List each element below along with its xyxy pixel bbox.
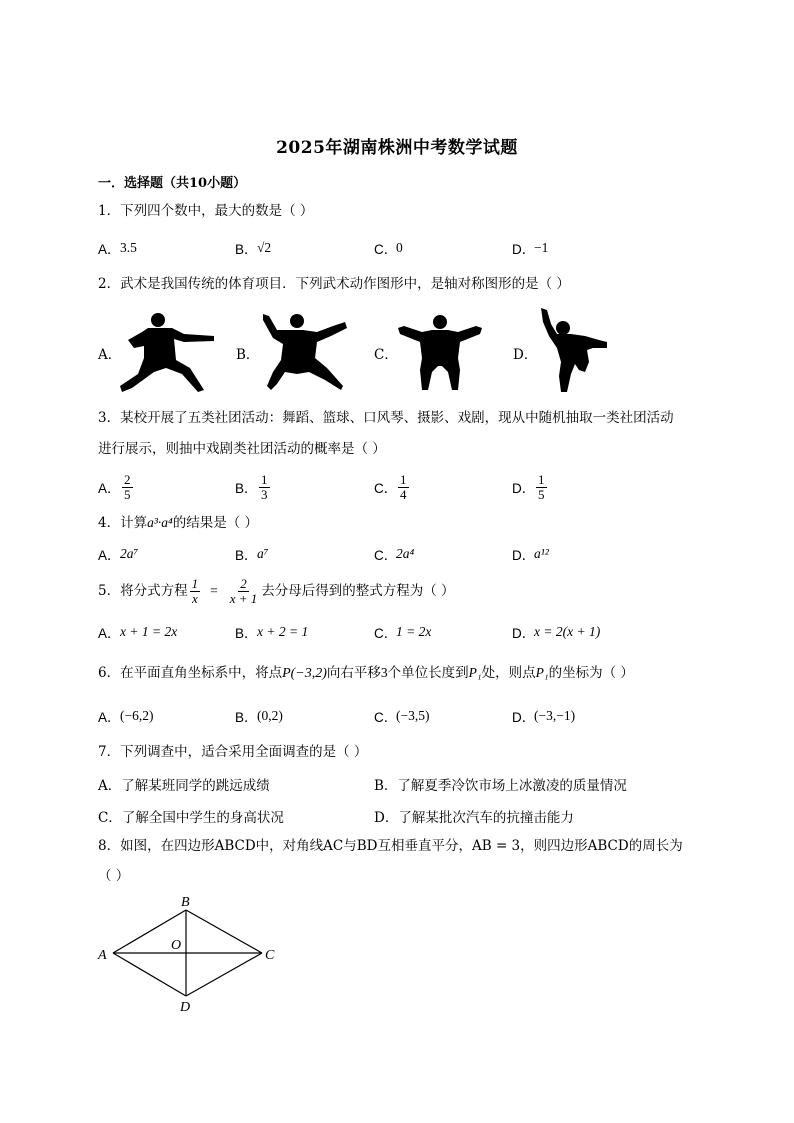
q1-option-c[interactable] — [374, 237, 403, 259]
option-value: (0,2) — [257, 708, 283, 723]
q5-option-c[interactable] — [374, 621, 431, 643]
option-label: C． — [98, 810, 122, 826]
fraction — [398, 473, 409, 502]
question-3-options — [98, 470, 698, 504]
martial-arts-kick-icon — [537, 306, 609, 394]
q3-option-b[interactable] — [235, 470, 272, 504]
q1-option-a[interactable] — [98, 237, 137, 259]
option-value: (−3,5) — [396, 708, 430, 723]
q5-option-a[interactable] — [98, 621, 177, 643]
q4-stem-prefix: 4．计算 — [98, 515, 148, 531]
q5-stem-prefix: 5．将分式方程 — [98, 583, 188, 599]
q5-stem-suffix: 去分母后得到的整式方程为（ ） — [261, 583, 455, 599]
option-label: D． — [512, 548, 536, 563]
option-value: x + 2 = 1 — [257, 624, 309, 639]
option-label: C． — [374, 481, 398, 496]
q4-expression: a³·a⁴ — [147, 515, 173, 530]
q7-option-a[interactable] — [98, 774, 270, 794]
vertex-label-a: A — [98, 948, 107, 963]
q6-p1-repeat: P₁ — [535, 665, 549, 680]
option-value: (−6,2) — [120, 708, 154, 723]
q6-option-d[interactable] — [512, 705, 575, 727]
q6-option-c[interactable] — [374, 705, 429, 727]
side-bc — [186, 910, 262, 953]
option-label: C． — [374, 626, 398, 641]
fraction — [259, 473, 270, 502]
option-label: D． — [374, 810, 399, 826]
q3-option-d[interactable] — [512, 470, 549, 504]
q2-option-c-label[interactable]: C． — [374, 347, 398, 363]
q4-option-a[interactable] — [98, 543, 138, 565]
question-6-stem — [98, 664, 634, 683]
option-label: C． — [374, 710, 398, 725]
q6-stem-suffix: 的坐标为（ ） — [548, 665, 634, 681]
option-label: B． — [235, 242, 258, 257]
fraction-denominator: x + 1 — [229, 590, 258, 606]
q5-option-b[interactable] — [235, 621, 308, 643]
q2-option-b-label[interactable]: B． — [236, 347, 260, 363]
option-label: D． — [512, 242, 536, 257]
fraction-denominator: 3 — [261, 486, 268, 502]
question-8-stem-line1: 8．如图，在四边形ABCD中，对角线AC与BD互相垂直平分，AB = 3，则四边形ABCD的周长为 — [98, 838, 683, 854]
question-1-options — [98, 237, 698, 259]
q1-option-b[interactable] — [235, 237, 271, 259]
question-8-stem-line2: （ ） — [98, 868, 130, 884]
question-1-stem: 1．下列四个数中，最大的数是（ ） — [98, 203, 314, 219]
option-label: B． — [235, 710, 258, 725]
side-cd — [186, 953, 262, 996]
q5-option-d[interactable] — [512, 621, 600, 643]
option-value: a¹² — [534, 546, 549, 561]
option-label: B． — [235, 548, 258, 563]
q7-option-c[interactable] — [98, 806, 284, 826]
q2-option-a-label[interactable]: A． — [98, 347, 122, 363]
question-4-stem — [98, 514, 258, 532]
option-label: D． — [512, 626, 536, 641]
q4-option-b[interactable] — [235, 543, 268, 565]
side-da — [113, 953, 186, 996]
q6-stem-mid2: 个单位长度到 — [387, 665, 469, 681]
option-label: A． — [98, 242, 121, 257]
option-value: 了解全国中学生的身高状况 — [121, 810, 284, 826]
fraction-denominator: 4 — [400, 486, 407, 502]
fraction — [122, 473, 133, 502]
question-3-stem-line1: 3．某校开展了五类社团活动：舞蹈、篮球、口风琴、摄影、戏剧，现从中随机抽取一类社团活动 — [98, 410, 674, 426]
fraction-denominator: x — [191, 590, 198, 606]
option-value: x + 1 = 2x — [120, 624, 178, 639]
question-4-options — [98, 543, 698, 565]
fraction — [228, 577, 260, 606]
vertex-label-c: C — [265, 948, 275, 963]
option-value: −1 — [534, 240, 549, 255]
option-label: D． — [512, 710, 536, 725]
center-label-o: O — [171, 938, 182, 953]
q6-stem-mid: 向右平移 — [326, 665, 381, 681]
fraction-denominator: 5 — [124, 486, 131, 502]
vertex-label-d: D — [180, 1000, 191, 1015]
option-label: C． — [374, 548, 398, 563]
option-label: D． — [512, 481, 536, 496]
question-5-options — [98, 621, 698, 643]
martial-arts-crouch-icon — [257, 312, 349, 392]
question-2-stem: 2．武术是我国传统的体育项目．下列武术动作图形中，是轴对称图形的是（ ） — [98, 276, 570, 292]
option-value: 了解某批次汽车的抗撞击能力 — [398, 810, 574, 826]
fraction-denominator: 5 — [538, 486, 545, 502]
q6-stem-mid3: 处，则点 — [481, 665, 536, 681]
fraction — [190, 577, 201, 606]
q7-option-b[interactable] — [374, 774, 627, 794]
option-label: B． — [374, 778, 398, 794]
question-3-stem-line2: 进行展示，则抽中戏剧类社团活动的概率是（ ） — [98, 441, 386, 457]
martial-arts-symmetric-icon — [396, 314, 484, 392]
rhombus-diagram — [94, 893, 284, 1017]
option-label: A． — [98, 778, 122, 794]
option-value: 3.5 — [120, 240, 137, 255]
q6-option-a[interactable] — [98, 705, 153, 727]
q4-option-d[interactable] — [512, 543, 549, 565]
q6-stem-prefix: 6．在平面直角坐标系中，将点 — [98, 665, 283, 681]
q6-point: P(−3,2) — [282, 666, 327, 681]
option-value: 2a⁷ — [120, 546, 139, 561]
option-label: C． — [374, 242, 398, 257]
option-label: A． — [98, 710, 121, 725]
q4-stem-suffix: 的结果是（ ） — [172, 515, 259, 531]
option-value: (−3,−1) — [534, 708, 576, 723]
q4-option-c[interactable] — [374, 543, 414, 565]
equals-sign: = — [210, 583, 218, 598]
fraction — [536, 473, 547, 502]
fraction-numerator: 2 — [240, 575, 247, 591]
option-value: x = 2(x + 1) — [534, 624, 601, 639]
q1-option-d[interactable] — [512, 237, 548, 259]
option-value: √2 — [257, 240, 272, 255]
page-title: 2025年湖南株洲中考数学试题 — [276, 138, 518, 158]
option-value: 2a⁴ — [396, 546, 415, 561]
vertex-label-b: B — [181, 895, 190, 910]
fraction-numerator: 1 — [400, 471, 407, 487]
q6-p1: P₁ — [468, 665, 482, 680]
fraction-numerator: 1 — [538, 471, 545, 487]
question-6-options — [98, 705, 698, 727]
option-label: A． — [98, 481, 121, 496]
option-label: B． — [235, 626, 258, 641]
option-value: a⁷ — [257, 546, 269, 561]
q3-option-c[interactable] — [374, 470, 411, 504]
q6-number: 3 — [380, 665, 388, 680]
section-heading: 一．选择题（共10小题） — [98, 176, 247, 191]
q3-option-a[interactable] — [98, 470, 135, 504]
option-value: 了解夏季冷饮市场上冰激凌的质量情况 — [397, 778, 627, 794]
fraction-numerator: 1 — [261, 471, 268, 487]
option-value: 了解某班同学的跳远成绩 — [121, 778, 270, 794]
option-label: B． — [235, 481, 258, 496]
option-label: A． — [98, 626, 121, 641]
question-5-stem — [98, 574, 455, 608]
question-7-stem: 7．下列调查中，适合采用全面调查的是（ ） — [98, 744, 368, 760]
option-label: A． — [98, 548, 121, 563]
q6-option-b[interactable] — [235, 705, 283, 727]
fraction-numerator: 2 — [124, 471, 131, 487]
q7-option-d[interactable] — [374, 806, 574, 826]
option-value: 1 = 2x — [396, 624, 432, 639]
fraction-numerator: 1 — [191, 575, 199, 591]
q2-option-d-label[interactable]: D． — [513, 347, 538, 363]
martial-arts-stance-icon — [118, 312, 216, 394]
option-value: 0 — [396, 240, 403, 255]
